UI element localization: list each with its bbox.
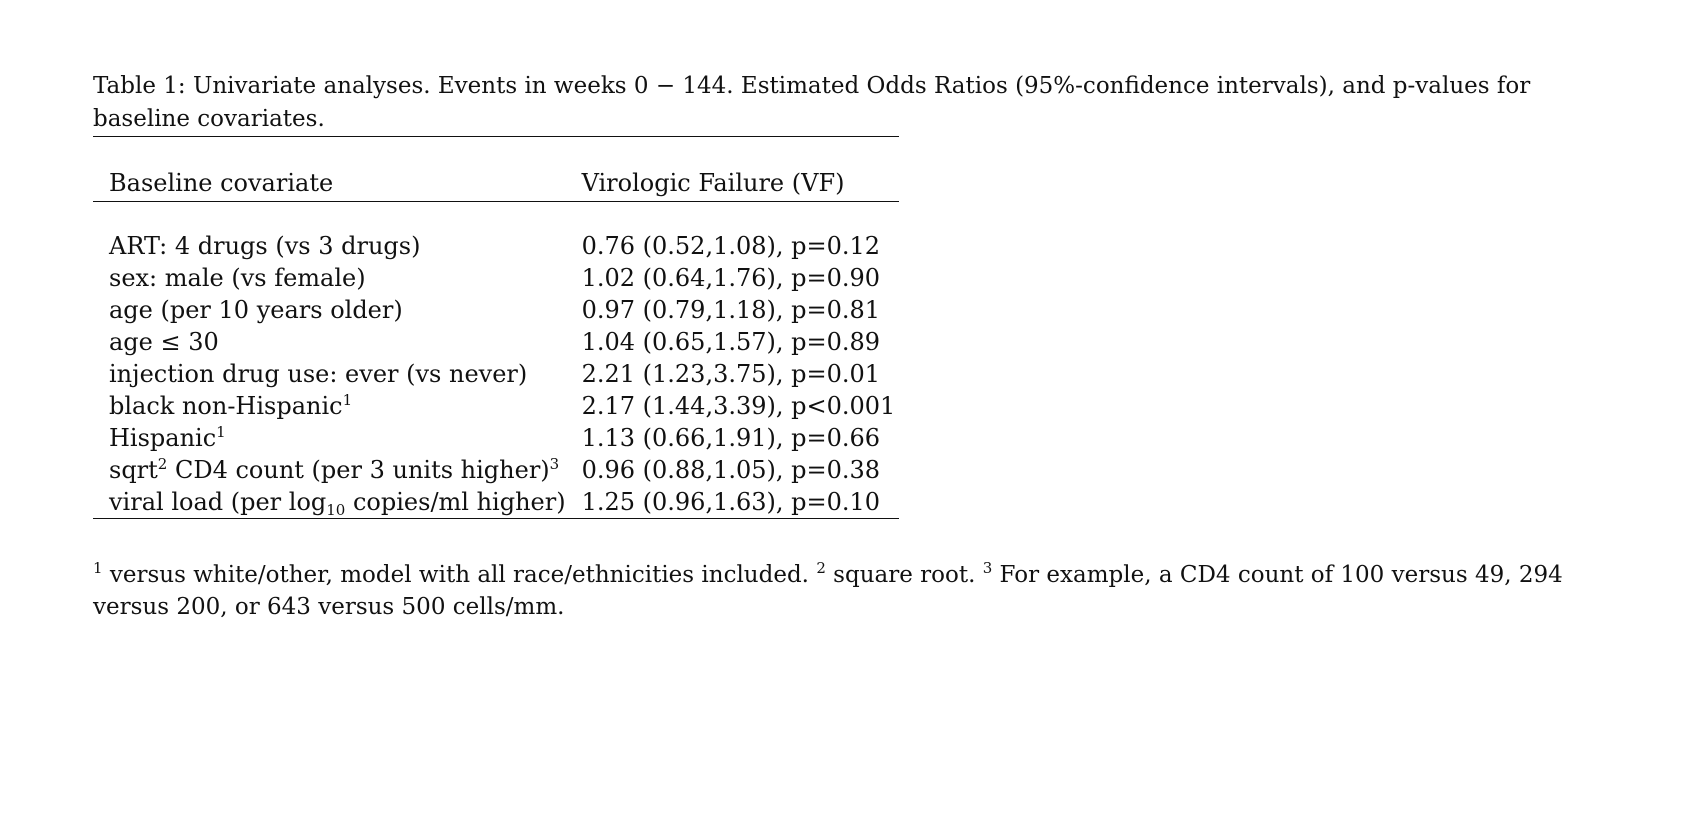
covariate-text: CD4 count (per 3 units higher) [167, 456, 550, 484]
table-spacer [93, 202, 899, 231]
covariate-text: viral load (per log [109, 488, 327, 516]
footnote-text: versus white/other, model with all race/ethnicities included. [102, 562, 817, 588]
table-row [93, 230, 899, 262]
vf-cell: 0.96 (0.88,1.05), p=0.38 [581, 456, 881, 484]
covariate-cell [93, 326, 566, 358]
covariate-text: black non-Hispanic [109, 392, 343, 420]
table-caption: Table 1: Univariate analyses. Events in weeks 0 − 144. Estimated Odds Ratios (95%-confidence intervals), and p-values for baseline covariates. [93, 73, 1531, 132]
vf-cell: 2.21 (1.23,3.75), p=0.01 [581, 360, 881, 388]
table-row [93, 358, 899, 390]
covariate-text: 30 [180, 328, 219, 356]
covariate-cell [93, 390, 566, 422]
covariate-cell: age (per 10 years older) [109, 296, 403, 324]
covariate-text: age [109, 328, 161, 356]
vf-cell: 1.25 (0.96,1.63), p=0.10 [566, 486, 899, 519]
covariate-cell: ART: 4 drugs (vs 3 drugs) [109, 232, 421, 260]
vf-cell: 2.17 (1.44,3.39), p<0.001 [581, 392, 896, 420]
leq-symbol: ≤ [160, 328, 181, 356]
footnote-text: For example, a CD4 count of 100 versus 49, 294 versus 200, or 643 versus 500 cells/mm. [93, 562, 1563, 620]
footnote-marker: 1 [342, 391, 353, 409]
table-row [93, 390, 899, 422]
footnote-number: 1 [93, 559, 103, 577]
results-table [93, 136, 899, 519]
table-top-rule [93, 137, 899, 168]
table-header-row [93, 167, 899, 202]
table-row [93, 422, 899, 454]
table-row [93, 454, 899, 486]
footnote-number: 2 [816, 559, 826, 577]
footnote-text: square root. [825, 562, 983, 588]
covariate-cell: sex: male (vs female) [109, 264, 366, 292]
covariate-text: copies/ml higher) [345, 488, 566, 516]
document-page [93, 70, 1573, 623]
footnote-marker: 2 [157, 455, 168, 473]
table-footnote [93, 559, 1573, 623]
table-row [93, 486, 899, 519]
covariate-text: Hispanic [109, 424, 217, 452]
footnote-marker: 3 [549, 455, 560, 473]
covariate-cell [93, 422, 566, 454]
covariate-cell [93, 454, 566, 486]
vf-cell: 1.13 (0.66,1.91), p=0.66 [581, 424, 881, 452]
covariate-text: sqrt [109, 456, 158, 484]
covariate-cell [93, 486, 566, 519]
vf-cell: 0.76 (0.52,1.08), p=0.12 [581, 232, 881, 260]
vf-cell: 0.97 (0.79,1.18), p=0.81 [581, 296, 881, 324]
vf-cell: 1.04 (0.65,1.57), p=0.89 [581, 328, 881, 356]
header-virologic-failure: Virologic Failure (VF) [566, 167, 899, 202]
vf-cell: 1.02 (0.64,1.76), p=0.90 [581, 264, 881, 292]
footnote-number: 3 [982, 559, 993, 577]
covariate-cell: injection drug use: ever (vs never) [109, 360, 528, 388]
table-row [93, 294, 899, 326]
log-subscript: 10 [326, 501, 346, 519]
table-row [93, 262, 899, 294]
header-baseline-covariate: Baseline covariate [93, 167, 566, 202]
table-row [93, 326, 899, 358]
footnote-marker: 1 [216, 423, 226, 441]
